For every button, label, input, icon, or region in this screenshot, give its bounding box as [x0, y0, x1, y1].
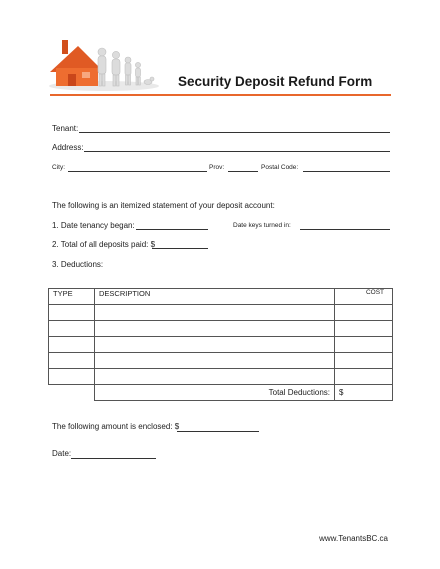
- postal-code-label: Postal Code:: [261, 164, 299, 171]
- table-row[interactable]: [49, 321, 393, 337]
- total-row: [49, 385, 393, 401]
- deposits-paid-label: 2. Total of all deposits paid: $: [52, 240, 156, 249]
- deductions-label: 3. Deductions:: [52, 260, 104, 269]
- prov-label: Prov:: [209, 164, 225, 171]
- table-row[interactable]: [49, 369, 393, 385]
- keys-returned-label: Date keys turned in:: [233, 222, 291, 229]
- statement-text: The following is an itemized statement of your deposit account:: [52, 201, 275, 210]
- title-underline: [50, 94, 391, 96]
- tenant-field[interactable]: [79, 132, 390, 133]
- city-label: City:: [52, 164, 65, 171]
- deductions-table: [48, 288, 393, 401]
- tenancy-began-label: 1. Date tenancy began:: [52, 221, 135, 230]
- table-header-row: [49, 289, 393, 305]
- tenancy-began-field[interactable]: [136, 229, 208, 230]
- total-currency: $: [339, 388, 344, 397]
- deposits-paid-field[interactable]: [152, 248, 208, 249]
- description-header: DESCRIPTION: [95, 289, 335, 305]
- table-row[interactable]: [49, 337, 393, 353]
- website-link[interactable]: www.TenantsBC.ca: [319, 534, 388, 543]
- enclosed-label: The following amount is enclosed: $: [52, 422, 180, 431]
- table-row[interactable]: [49, 305, 393, 321]
- enclosed-amount-field[interactable]: [177, 431, 259, 432]
- table-row[interactable]: [49, 353, 393, 369]
- prov-field[interactable]: [228, 171, 258, 172]
- city-field[interactable]: [68, 171, 207, 172]
- address-field[interactable]: [84, 151, 390, 152]
- date-label: Date:: [52, 449, 72, 458]
- type-header: TYPE: [49, 289, 95, 305]
- page-title: Security Deposit Refund Form: [178, 74, 373, 89]
- tenant-label: Tenant:: [52, 124, 79, 133]
- address-label: Address:: [52, 143, 84, 152]
- postal-code-field[interactable]: [303, 171, 390, 172]
- date-field[interactable]: [71, 458, 156, 459]
- total-deductions-field[interactable]: [335, 385, 393, 401]
- keys-returned-field[interactable]: [300, 229, 390, 230]
- cost-header: COST: [335, 289, 393, 305]
- house-family-logo: [44, 38, 159, 93]
- total-deductions-label: Total Deductions:: [95, 385, 335, 401]
